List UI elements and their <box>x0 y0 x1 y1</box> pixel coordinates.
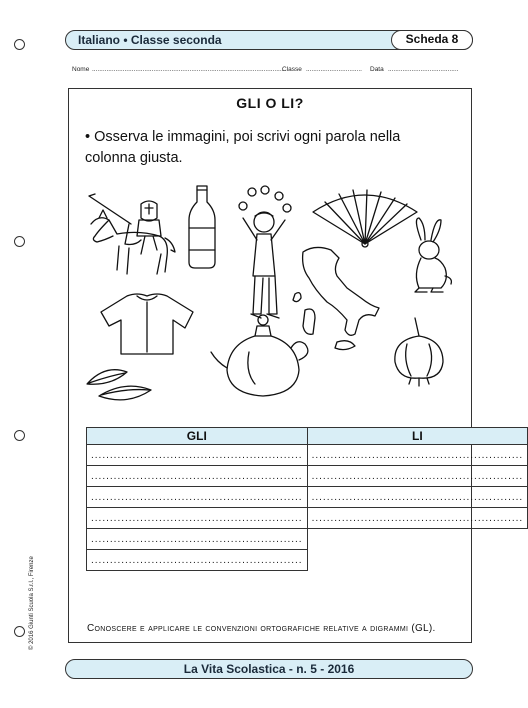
name-label: Nome <box>72 66 90 73</box>
shirt-illustration <box>101 294 193 354</box>
header-band <box>65 30 473 50</box>
class-label: Classe <box>282 66 302 73</box>
instruction-text: • Osserva le immagini, poi scrivi ogni parola nella colonna giusta. <box>85 129 401 166</box>
li-answer-line-1[interactable]: ........................................................ <box>307 445 528 466</box>
binder-hole-3 <box>14 430 25 441</box>
column-header-li: LI <box>307 428 528 445</box>
date-label: Data <box>370 66 384 73</box>
li-answer-line-2[interactable]: ........................................................ <box>307 466 528 487</box>
copyright-notice: © 2016 Giunti Scuola S.r.l., Firenze <box>29 556 35 650</box>
exercise-frame <box>68 88 524 643</box>
bottle-illustration <box>189 186 215 268</box>
empty-cell <box>307 550 528 571</box>
oil-cruet-illustration <box>211 315 308 396</box>
gli-answer-line-6[interactable]: ........................................................ <box>87 550 308 571</box>
gli-answer-line-1[interactable]: ........................................................ <box>87 445 308 466</box>
rabbit-illustration <box>415 218 451 292</box>
sheet-number: Scheda 8 <box>391 30 473 50</box>
gli-answer-line-2[interactable]: ........................................................ <box>87 466 308 487</box>
binder-hole-2 <box>14 236 25 247</box>
date-field[interactable]: ....................................... <box>388 66 459 73</box>
garlic-illustration <box>395 318 443 386</box>
subject-label: Italiano • Classe seconda <box>78 33 222 47</box>
binder-hole-1 <box>14 39 25 50</box>
gli-li-table <box>86 427 528 571</box>
name-field[interactable]: .......................................................................................................... <box>92 66 284 73</box>
gli-answer-line-4[interactable]: ........................................................ <box>87 508 308 529</box>
empty-cell <box>307 529 528 550</box>
gli-answer-line-3[interactable]: ........................................................ <box>87 487 308 508</box>
binder-hole-4 <box>14 626 25 637</box>
exercise-title: GLI O LI? <box>236 95 304 111</box>
italy-map-illustration <box>293 247 379 349</box>
bay-leaves-illustration <box>87 370 151 400</box>
column-header-gli: GLI <box>87 428 308 445</box>
class-field[interactable]: ............................... <box>306 66 362 73</box>
illustrations <box>69 184 473 409</box>
footer-band: La Vita Scolastica - n. 5 - 2016 <box>65 659 473 679</box>
li-answer-line-3[interactable]: ........................................................ <box>307 487 528 508</box>
gli-answer-line-5[interactable]: ........................................................ <box>87 529 308 550</box>
learning-objective: Conoscere e applicare le convenzioni ortografiche relative a digrammi (GL). <box>87 623 436 634</box>
knight-illustration <box>89 194 175 274</box>
juggler-illustration <box>239 186 291 318</box>
fan-illustration <box>313 190 417 247</box>
li-answer-line-4[interactable]: ........................................................ <box>307 508 528 529</box>
